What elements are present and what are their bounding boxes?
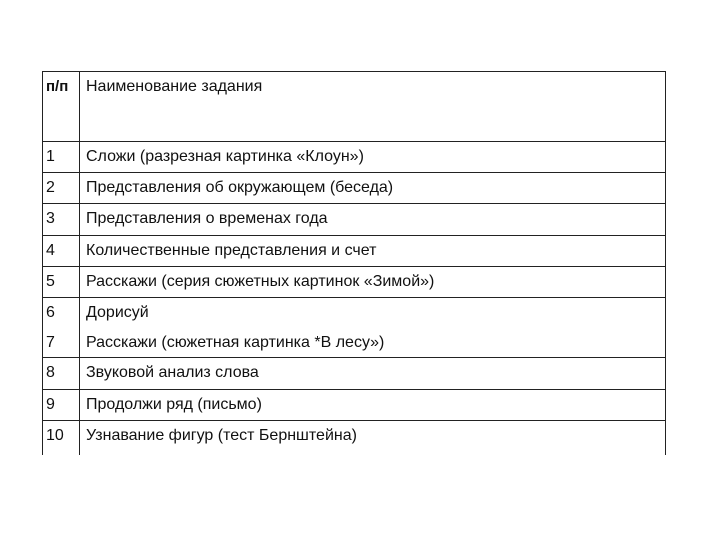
row-task-name: Дорисуй — [86, 304, 149, 321]
table-row — [42, 267, 666, 298]
row-number: 4 — [42, 236, 80, 266]
table-row — [42, 142, 666, 173]
row-task-name: Расскажи (серия сюжетных картинок «Зимой») — [80, 267, 666, 297]
row-task-name: Звуковой анализ слова — [80, 358, 666, 389]
row-task-name-cell — [80, 298, 666, 357]
row-number: 9 — [42, 390, 80, 420]
row-task-name-second: Расскажи (сюжетная картинка *В лесу») — [86, 334, 385, 351]
table-row — [42, 204, 666, 236]
table-row — [42, 390, 666, 421]
row-task-name: Узнавание фигур (тест Бернштейна) — [80, 421, 666, 455]
row-number: 3 — [42, 204, 80, 235]
row-task-name: Представления об окружающем (беседа) — [80, 173, 666, 203]
row-task-name: Продолжи ряд (письмо) — [80, 390, 666, 420]
row-number: 8 — [42, 358, 80, 389]
row-task-name: Сложи (разрезная картинка «Клоун») — [80, 142, 666, 172]
table-header-row — [42, 72, 666, 142]
row-number-cell — [42, 298, 80, 357]
table-row — [42, 173, 666, 204]
table-row — [42, 421, 666, 455]
header-name-cell: Наименование задания — [80, 72, 666, 141]
tasks-table — [42, 71, 666, 455]
row-number: 2 — [42, 173, 80, 203]
row-task-name: Количественные представления и счет — [80, 236, 666, 266]
table-row-double — [42, 298, 666, 358]
row-number: 10 — [42, 421, 80, 455]
row-number: 5 — [42, 267, 80, 297]
header-number-cell: п/п — [42, 72, 80, 141]
table-row — [42, 358, 666, 390]
row-number: 6 — [46, 304, 55, 321]
table-row — [42, 236, 666, 267]
row-number: 1 — [42, 142, 80, 172]
row-task-name: Представления о временах года — [80, 204, 666, 235]
row-number-second: 7 — [46, 334, 55, 351]
